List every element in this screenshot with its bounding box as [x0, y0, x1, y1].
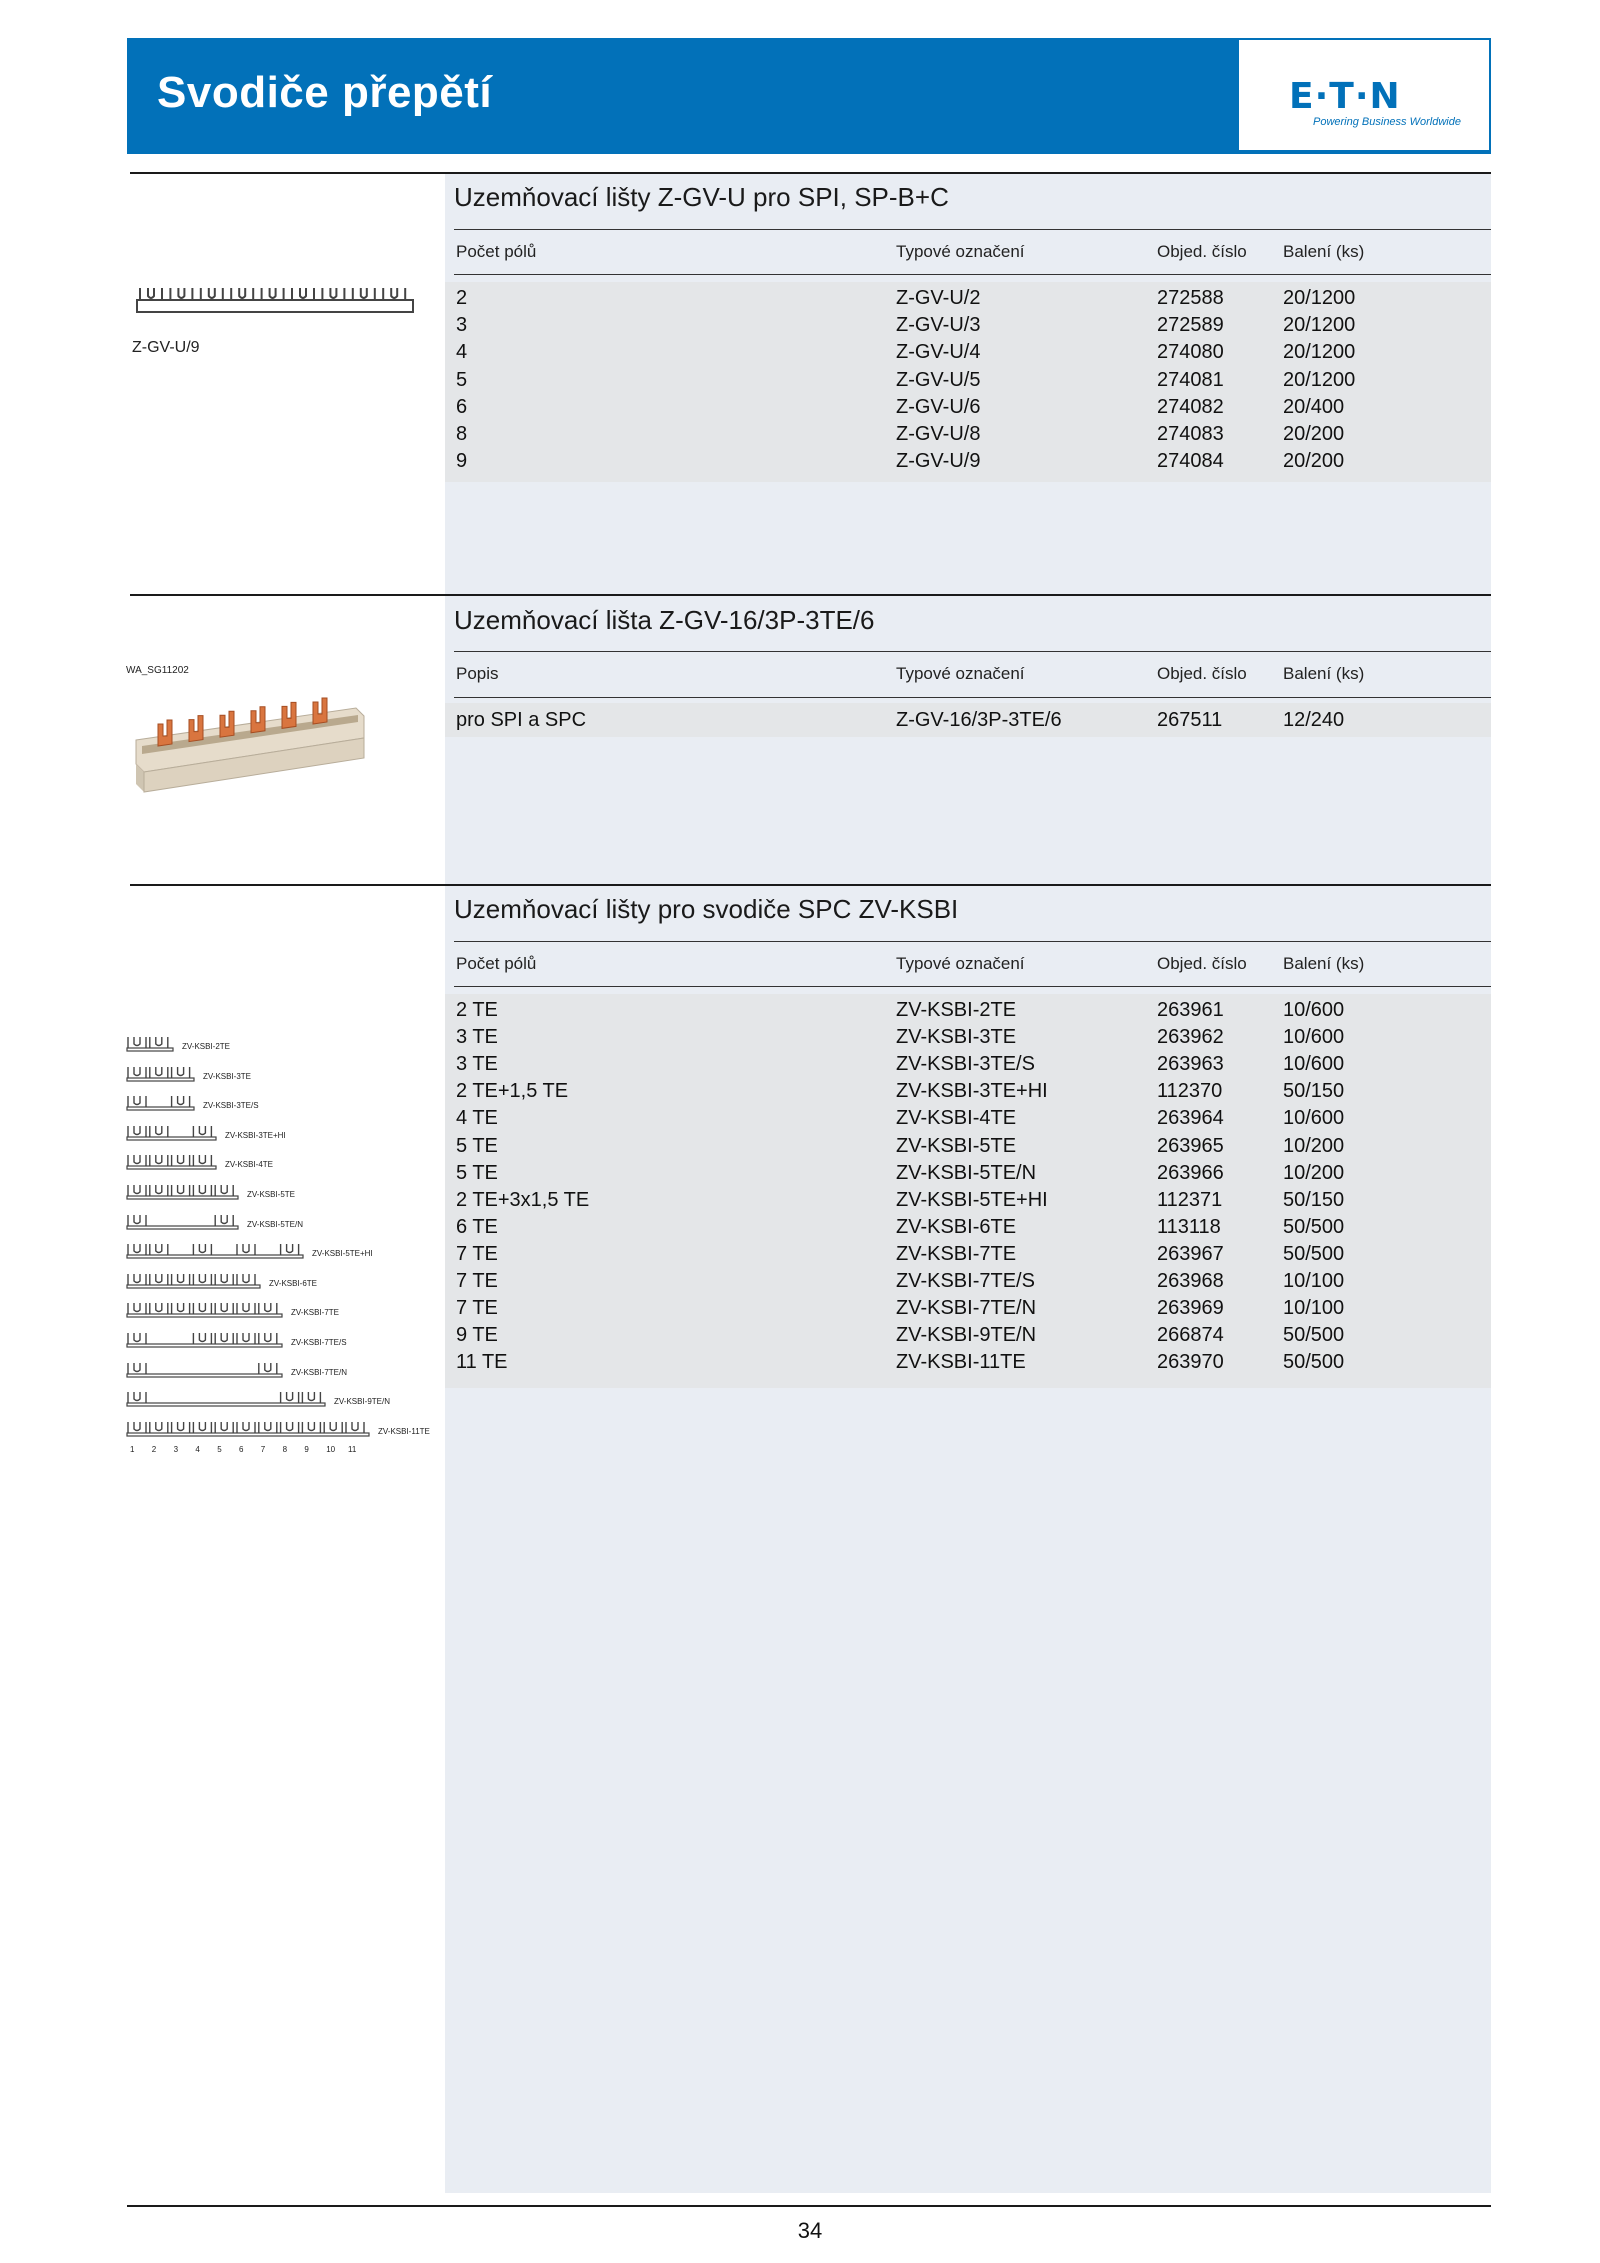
busbar-tooth — [140, 288, 162, 300]
cell-poles: 2 TE+3x1,5 TE — [456, 1188, 590, 1211]
busbar-tooth — [128, 1274, 146, 1285]
cell-order-number: 263963 — [1157, 1053, 1224, 1076]
cell-type: ZV-KSBI-11TE — [896, 1351, 1026, 1374]
busbar-fork — [313, 698, 327, 724]
cell-type: ZV-KSBI-5TE — [896, 1134, 1017, 1157]
cell-packaging: 50/500 — [1283, 1215, 1345, 1238]
cell-order-number: 274084 — [1157, 450, 1224, 473]
cell-order-number: 274080 — [1157, 341, 1224, 364]
cell-order-number: 274081 — [1157, 368, 1224, 391]
cell-poles: 9 — [456, 450, 468, 473]
cell-type: ZV-KSBI-3TE/S — [896, 1053, 1035, 1076]
busbar-tooth — [292, 288, 314, 300]
cell-type: ZV-KSBI-2TE — [896, 999, 1017, 1021]
cell-poles: 3 TE — [456, 1026, 498, 1049]
busbar-tooth — [128, 1422, 146, 1433]
cell-poles: 2 — [456, 287, 468, 309]
cell-packaging: 50/500 — [1283, 1242, 1345, 1265]
ksbi-diagram-label: ZV-KSBI-4TE — [225, 1160, 274, 1170]
table-header-bottom-line — [454, 697, 1491, 698]
busbar-tooth — [237, 1422, 255, 1433]
logo-tagline: Powering Business Worldwide — [1313, 116, 1461, 128]
table-header-top-line — [454, 941, 1491, 942]
ksbi-busbar-icon — [126, 1125, 217, 1141]
cell-order-number: 112371 — [1157, 1188, 1223, 1211]
cell-packaging: 50/500 — [1283, 1351, 1345, 1374]
table-header-top-line — [454, 651, 1491, 652]
busbar-tooth — [150, 1155, 168, 1166]
cell-packaging: 10/600 — [1283, 1026, 1345, 1049]
busbar-tooth — [262, 288, 284, 300]
busbar-tooth — [128, 1037, 146, 1048]
cell-poles: 4 TE — [456, 1107, 498, 1130]
col-header-type: Typové označení — [896, 664, 1025, 683]
z-gv-u-busbar-icon — [136, 286, 414, 314]
cell-poles: 7 TE — [456, 1242, 498, 1265]
section-separator — [130, 884, 1491, 886]
ksbi-diagram-label: ZV-KSBI-7TE/N — [291, 1367, 348, 1377]
busbar-tooth — [215, 1422, 233, 1433]
cell-order-number: 272589 — [1157, 314, 1224, 337]
section-separator — [130, 594, 1491, 596]
busbar-tooth — [237, 1274, 255, 1285]
ksbi-busbar-icon — [126, 1421, 370, 1437]
busbar-tooth — [193, 1422, 211, 1433]
busbar-fork — [220, 711, 234, 737]
busbar-tooth — [281, 1392, 299, 1403]
cell-type: Z-GV-U/4 — [896, 341, 981, 364]
ksbi-scale-number: 11 — [348, 1445, 357, 1454]
ksbi-scale-number: 6 — [239, 1445, 244, 1454]
busbar-tooth — [302, 1392, 320, 1403]
col-header-type: Typové označení — [896, 954, 1025, 973]
cell-type: ZV-KSBI-3TE+HI — [896, 1080, 1048, 1103]
ksbi-busbar-icon — [126, 1214, 239, 1230]
busbar-tooth — [128, 1303, 146, 1314]
ksbi-diagram-label: ZV-KSBI-3TE/S — [203, 1101, 259, 1111]
cell-poles: 9 TE — [456, 1324, 498, 1347]
ksbi-scale-number: 8 — [282, 1445, 288, 1454]
busbar-tooth — [193, 1333, 211, 1344]
ksbi-busbar-icon — [126, 1332, 283, 1348]
busbar-tooth — [150, 1422, 168, 1433]
cell-poles: 8 — [456, 423, 468, 445]
busbar-tooth — [193, 1185, 211, 1196]
table-header-bottom-line — [454, 274, 1491, 275]
ksbi-scale-number: 3 — [173, 1445, 179, 1454]
cell-packaging: 20/1200 — [1283, 368, 1356, 391]
col-header-type: Typové označení — [896, 242, 1025, 261]
cell-poles: 6 — [456, 395, 468, 418]
cell-type: Z-GV-16/3P-3TE/6 — [896, 709, 1062, 731]
table-header-bottom-line — [454, 986, 1491, 987]
footer-line — [127, 2205, 1491, 2207]
col-header-poles: Počet pólů — [456, 954, 537, 973]
ksbi-scale-number: 5 — [217, 1445, 222, 1454]
busbar-tooth — [128, 1215, 146, 1226]
busbar-tooth — [193, 1244, 211, 1255]
cell-poles: 5 TE — [456, 1161, 498, 1184]
cell-order-number: 113118 — [1157, 1215, 1221, 1238]
ksbi-busbar-icon — [126, 1243, 304, 1259]
cell-packaging: 50/500 — [1283, 1324, 1345, 1347]
ksbi-diagram-label: ZV-KSBI-6TE — [269, 1278, 318, 1288]
cell-order-number: 272588 — [1157, 287, 1224, 309]
col-header-pack: Balení (ks) — [1283, 664, 1365, 683]
ksbi-diagram-label: ZV-KSBI-5TE/N — [247, 1219, 304, 1229]
cell-poles: pro SPI a SPC — [456, 709, 587, 731]
busbar-tooth — [215, 1333, 233, 1344]
cell-type: Z-GV-U/9 — [896, 450, 981, 473]
z-gv-16-busbar-image — [126, 688, 366, 798]
col-header-pack: Balení (ks) — [1283, 954, 1365, 973]
ksbi-busbar-icon — [126, 1273, 261, 1289]
cell-type: ZV-KSBI-3TE — [896, 1026, 1017, 1049]
cell-packaging: 20/1200 — [1283, 314, 1356, 337]
ksbi-busbar-icon — [126, 1095, 195, 1111]
busbar-tooth — [128, 1067, 146, 1078]
cell-packaging: 10/100 — [1283, 1297, 1345, 1320]
cell-order-number: 263961 — [1157, 999, 1224, 1021]
ksbi-scale-number: 7 — [260, 1445, 266, 1454]
busbar-tooth — [324, 1422, 342, 1433]
cell-type: Z-GV-U/6 — [896, 395, 981, 418]
busbar-tooth — [128, 1333, 146, 1344]
busbar-tooth — [281, 1422, 299, 1433]
cell-packaging: 20/200 — [1283, 450, 1345, 473]
table-header-top-line — [454, 229, 1491, 230]
col-header-order: Objed. číslo — [1157, 242, 1247, 261]
busbar-tooth — [353, 288, 375, 300]
logo-wordmark: E·T·N — [1289, 76, 1401, 117]
cell-type: ZV-KSBI-6TE — [896, 1215, 1017, 1238]
ksbi-diagram-label: ZV-KSBI-7TE/S — [291, 1338, 347, 1347]
busbar-tooth — [259, 1303, 277, 1314]
cell-type: ZV-KSBI-5TE/N — [896, 1161, 1037, 1184]
cell-order-number: 267511 — [1157, 709, 1223, 731]
image-caption-2: WA_SG11202 — [126, 665, 189, 676]
busbar-tooth — [128, 1155, 146, 1166]
busbar-tooth — [383, 288, 405, 300]
cell-order-number: 266874 — [1157, 1324, 1224, 1347]
busbar-tooth — [150, 1274, 168, 1285]
cell-type: ZV-KSBI-7TE/N — [896, 1297, 1037, 1320]
busbar-tooth — [193, 1126, 211, 1137]
busbar-tooth — [150, 1303, 168, 1314]
busbar-tooth — [150, 1185, 168, 1196]
ksbi-busbar-icon — [126, 1302, 283, 1318]
busbar-fork — [251, 707, 265, 733]
ksbi-scale-number: 10 — [326, 1445, 336, 1454]
busbar-tooth — [259, 1333, 277, 1344]
cell-poles: 2 TE+1,5 TE — [456, 1080, 569, 1103]
cell-order-number: 263969 — [1157, 1297, 1224, 1320]
col-header-order: Objed. číslo — [1157, 954, 1247, 973]
ksbi-diagram-label: ZV-KSBI-11TE — [378, 1426, 430, 1436]
col-header-poles: Počet pólů — [456, 242, 537, 261]
cell-poles: 4 — [456, 341, 468, 364]
busbar-tooth — [201, 288, 223, 300]
cell-poles: 2 TE — [456, 999, 498, 1021]
cell-order-number: 112370 — [1157, 1080, 1223, 1103]
cell-order-number: 263965 — [1157, 1134, 1224, 1157]
busbar-fork — [158, 720, 172, 746]
section-title-2: Uzemňovací lišta Z-GV-16/3P-3TE/6 — [454, 605, 875, 635]
busbar-tooth — [215, 1274, 233, 1285]
ksbi-diagram-label: ZV-KSBI-7TE — [291, 1308, 340, 1318]
cell-packaging: 20/200 — [1283, 423, 1345, 445]
cell-poles: 5 — [456, 368, 468, 391]
ksbi-diagram-label: ZV-KSBI-2TE — [182, 1042, 231, 1051]
busbar-tooth — [128, 1244, 146, 1255]
busbar-tooth — [215, 1303, 233, 1314]
ksbi-busbar-icon — [126, 1391, 326, 1407]
busbar-tooth — [170, 288, 192, 300]
cell-order-number: 263964 — [1157, 1107, 1224, 1130]
cell-poles: 7 TE — [456, 1297, 498, 1320]
cell-poles: 3 TE — [456, 1053, 498, 1076]
ksbi-busbar-icon — [126, 1154, 217, 1170]
busbar-tooth — [128, 1185, 146, 1196]
busbar-tooth — [259, 1422, 277, 1433]
ksbi-diagram-label: ZV-KSBI-3TE+HI — [225, 1130, 286, 1140]
cell-packaging: 10/600 — [1283, 1053, 1345, 1076]
page-number: 34 — [797, 2218, 823, 2243]
busbar-tooth — [193, 1274, 211, 1285]
cell-order-number: 263970 — [1157, 1351, 1224, 1374]
cell-type: Z-GV-U/2 — [896, 287, 981, 309]
cell-order-number: 263967 — [1157, 1242, 1224, 1265]
busbar-tooth — [172, 1185, 190, 1196]
ksbi-scale-number: 9 — [304, 1445, 309, 1454]
eaton-logo — [1239, 40, 1489, 150]
busbar-tooth — [128, 1126, 146, 1137]
busbar-tooth — [215, 1215, 233, 1226]
ksbi-diagram-label: ZV-KSBI-3TE — [203, 1071, 252, 1081]
busbar-tooth — [128, 1363, 146, 1374]
cell-packaging: 10/200 — [1283, 1161, 1345, 1184]
busbar-tooth — [193, 1303, 211, 1314]
cell-type: Z-GV-U/3 — [896, 314, 981, 337]
busbar-tooth — [150, 1244, 168, 1255]
busbar-tooth — [150, 1067, 168, 1078]
cell-type: Z-GV-U/5 — [896, 368, 981, 391]
ksbi-busbar-icon — [126, 1184, 239, 1200]
cell-type: ZV-KSBI-9TE/N — [896, 1324, 1037, 1347]
cell-poles: 5 TE — [456, 1134, 498, 1157]
busbar-tooth — [259, 1363, 277, 1374]
ksbi-diagram-label: ZV-KSBI-5TE — [247, 1190, 296, 1199]
page-header — [127, 38, 1491, 154]
busbar-tooth — [346, 1422, 364, 1433]
cell-order-number: 274083 — [1157, 423, 1224, 445]
page-title: Svodiče přepětí — [157, 68, 493, 117]
cell-packaging: 50/150 — [1283, 1080, 1345, 1103]
busbar-tooth — [281, 1244, 299, 1255]
busbar-tooth — [231, 288, 253, 300]
cell-packaging: 20/1200 — [1283, 287, 1356, 309]
busbar-tooth — [172, 1422, 190, 1433]
busbar-tooth — [215, 1185, 233, 1196]
cell-type: ZV-KSBI-5TE+HI — [896, 1188, 1048, 1211]
cell-order-number: 263962 — [1157, 1026, 1224, 1049]
busbar-tooth — [172, 1096, 190, 1107]
cell-packaging: 20/1200 — [1283, 341, 1356, 364]
col-header-order: Objed. číslo — [1157, 664, 1247, 683]
cell-order-number: 263968 — [1157, 1270, 1224, 1292]
col-header-description: Popis — [456, 664, 499, 683]
cell-packaging: 10/600 — [1283, 999, 1345, 1021]
ksbi-scale-number: 1 — [130, 1445, 135, 1454]
cell-poles: 3 — [456, 314, 468, 337]
ksbi-diagram-label: ZV-KSBI-5TE+HI — [312, 1249, 373, 1259]
cell-type: ZV-KSBI-4TE — [896, 1107, 1017, 1130]
cell-packaging: 12/240 — [1283, 709, 1345, 731]
busbar-tooth — [150, 1037, 168, 1048]
busbar-tooth — [128, 1096, 146, 1107]
cell-order-number: 274082 — [1157, 395, 1224, 418]
image-caption-1: Z-GV-U/9 — [132, 339, 200, 356]
cell-type: ZV-KSBI-7TE — [896, 1242, 1017, 1265]
ksbi-busbar-icon — [126, 1362, 283, 1378]
section-title-3: Uzemňovací lišty pro svodiče SPC ZV-KSBI — [454, 894, 959, 924]
busbar-fork — [282, 702, 296, 728]
busbar-tooth — [237, 1244, 255, 1255]
busbar-tooth — [322, 288, 344, 300]
cell-type: Z-GV-U/8 — [896, 423, 981, 445]
ksbi-busbar-icon — [126, 1066, 195, 1082]
busbar-tooth — [172, 1067, 190, 1078]
cell-packaging: 10/200 — [1283, 1134, 1345, 1157]
busbar-tooth — [150, 1126, 168, 1137]
ksbi-scale-number: 2 — [151, 1445, 157, 1454]
busbar-fork — [189, 716, 203, 742]
section-title-1: Uzemňovací lišty Z-GV-U pro SPI, SP-B+C — [454, 182, 949, 212]
cell-packaging: 20/400 — [1283, 395, 1345, 418]
busbar-tooth — [237, 1303, 255, 1314]
col-header-pack: Balení (ks) — [1283, 242, 1365, 261]
ksbi-diagram-label: ZV-KSBI-9TE/N — [334, 1397, 391, 1407]
cell-poles: 7 TE — [456, 1270, 498, 1292]
ksbi-busbar-icon — [126, 1036, 174, 1052]
busbar-tooth — [172, 1155, 190, 1166]
busbar-tooth — [237, 1333, 255, 1344]
ksbi-scale-number: 4 — [195, 1445, 200, 1454]
cell-poles: 6 TE — [456, 1215, 498, 1238]
cell-order-number: 263966 — [1157, 1161, 1224, 1184]
cell-packaging: 10/100 — [1283, 1270, 1345, 1292]
cell-type: ZV-KSBI-7TE/S — [896, 1270, 1035, 1292]
cell-packaging: 50/150 — [1283, 1188, 1345, 1211]
busbar-tooth — [193, 1155, 211, 1166]
busbar-tooth — [172, 1303, 190, 1314]
cell-packaging: 10/600 — [1283, 1107, 1345, 1130]
busbar-tooth — [128, 1392, 146, 1403]
busbar-tooth — [172, 1274, 190, 1285]
busbar-tooth — [302, 1422, 320, 1433]
cell-poles: 11 TE — [456, 1351, 508, 1374]
section-separator — [130, 172, 1491, 174]
